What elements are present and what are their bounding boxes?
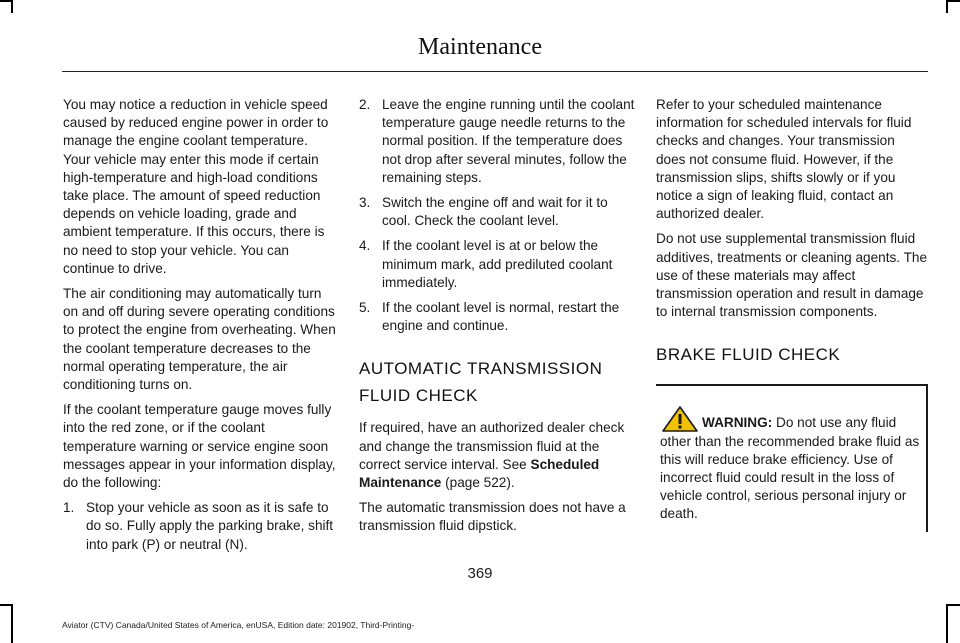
warning-label: WARNING:: [702, 415, 773, 431]
paragraph: Do not use supplemental transmission fluid additives, treatments or cleaning agents. The use of these materials may affect transmission operation and result in damage to internal transmission components.: [656, 231, 928, 320]
page-title: Maintenance: [418, 34, 542, 60]
crop-mark: [11, 604, 13, 643]
list-item: [359, 237, 635, 292]
warning-box: [656, 384, 928, 531]
crop-mark: [946, 0, 948, 13]
step-text: If the coolant level is at or below the minimum mark, add prediluted coolant immediately.: [382, 238, 613, 290]
cross-reference-link[interactable]: Scheduled Maintenance: [359, 456, 600, 491]
paragraph: The automatic transmission does not have a transmission fluid dipstick.: [359, 500, 626, 534]
list-item: [63, 499, 338, 554]
steps-list: [359, 96, 635, 335]
page-number: 369: [467, 565, 493, 582]
paragraph: If the coolant temperature gauge moves fully into the red zone, or if the coolant temperature warning or service engine soon messages appear in your information display, do the following:: [63, 402, 336, 491]
warning-text: Do not use any fluid other than the recommended brake fluid as this will reduce brake efficiency. Use of incorrect fluid could result in the loss of vehicle control, serious personal injury or death.: [660, 415, 920, 522]
column-middle: [359, 96, 635, 543]
crop-mark: [946, 0, 960, 2]
step-number: 1.: [63, 500, 75, 516]
header-divider: [62, 71, 928, 72]
paragraph: [359, 419, 635, 492]
list-item: [359, 194, 635, 230]
paragraph-text: If required, have an authorized dealer check and change the transmission fluid at the correct service interval. See: [359, 420, 625, 472]
step-text: Stop your vehicle as soon as it is safe to do so. Fully apply the parking brake, shift into park (P) or neutral (N).: [86, 500, 334, 552]
step-text: Switch the engine off and wait for it to cool. Check the coolant level.: [382, 195, 608, 229]
step-number: 2.: [359, 97, 371, 112]
step-text: Leave the engine running until the coolant temperature gauge needle returns to the normal position. If the temperature does not drop after several minutes, follow the remaining steps.: [382, 97, 635, 185]
paragraph: You may notice a reduction in vehicle speed caused by reduced engine power in order to manage the engine coolant temperature. Your vehicle may enter this mode if certain high-temperature and high-load conditions take place. The amount of speed reduction depends on vehicle loading, grade and ambient temperature. If this occurs, there is no need to stop your vehicle. You can continue to drive.: [63, 97, 329, 276]
list-item: [359, 96, 635, 187]
footer-doc-info: Aviator (CTV) Canada/United States of America, enUSA, Edition date: 201902, Third-Printing-: [62, 620, 415, 630]
crop-mark: [11, 0, 13, 13]
page-reference: (page 522).: [441, 475, 515, 491]
paragraph: The air conditioning may automatically turn on and off during severe operating conditions to protect the engine from overheating. When the coolant temperature decreases to the normal operating temperature, the air conditioning turns on.: [63, 286, 336, 393]
column-right: [656, 96, 928, 532]
crop-mark: [946, 604, 960, 606]
step-text: If the coolant level is normal, restart the engine and continue.: [382, 300, 620, 334]
step-number: 5.: [359, 300, 371, 316]
step-number: 4.: [359, 238, 371, 254]
list-item: [359, 299, 635, 335]
column-left: [63, 96, 338, 561]
crop-mark: [0, 604, 13, 606]
steps-list: [63, 499, 338, 554]
step-number: 3.: [359, 195, 371, 211]
warning-triangle-icon: [662, 406, 698, 432]
paragraph: Refer to your scheduled maintenance information for scheduled intervals for fluid checks and changes. Your transmission does not consume fluid. However, if the transmission slips, shifts slowly or if you notice a sign of leaking fluid, contact an authorized dealer.: [656, 97, 912, 222]
section-heading: BRAKE FLUID CHECK: [656, 345, 841, 365]
section-heading: AUTOMATIC TRANSMISSION FLUID CHECK: [359, 359, 603, 406]
crop-mark: [946, 604, 948, 643]
